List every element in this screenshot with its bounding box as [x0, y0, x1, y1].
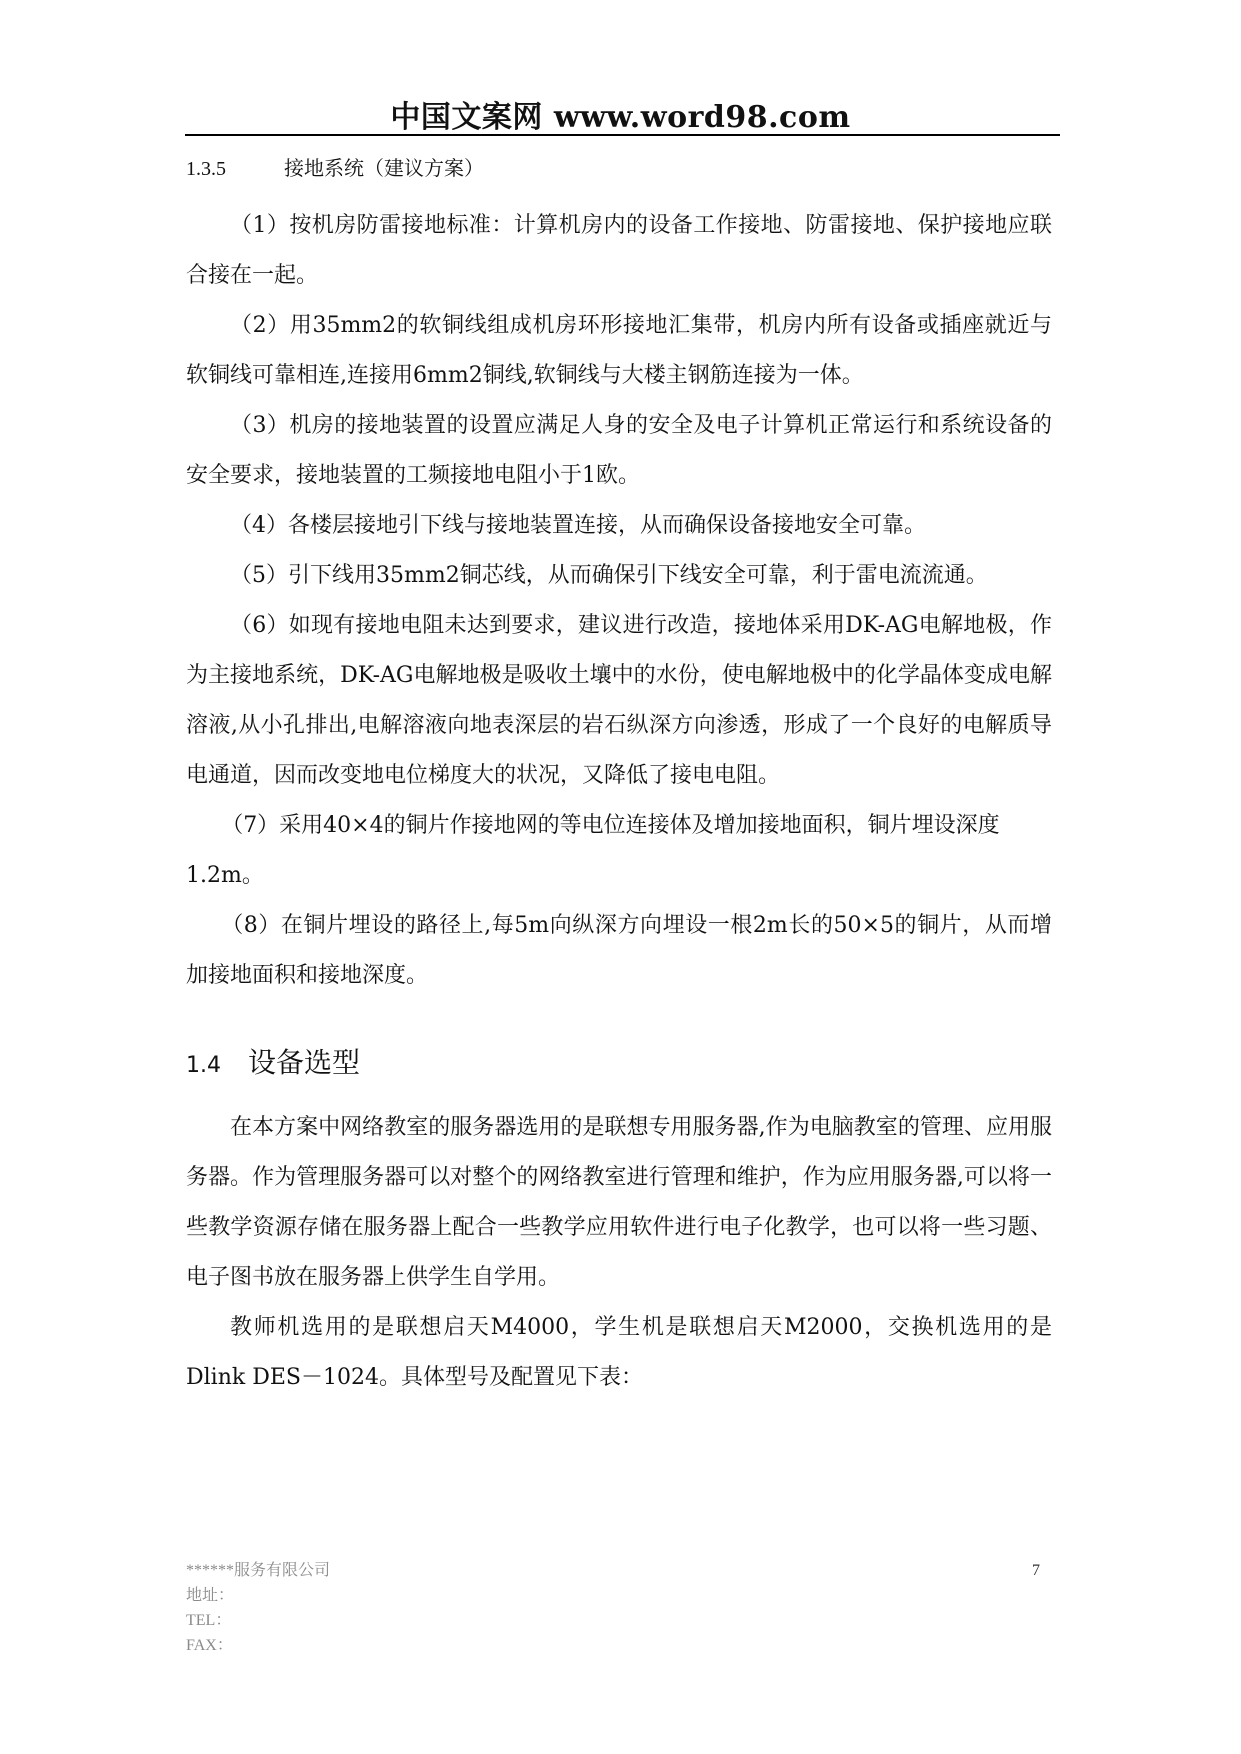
document-body [186, 148, 1052, 1403]
paragraph-6: （6）如现有接地电阻未达到要求，建议进行改造，接地体采用DK-AG电解地极，作为主接地系统，DK-AG电解地极是吸收土壤中的水份，使电解地极中的化学晶体变成电解溶液,从小孔排出,电解溶液向地表深层的岩石纵深方向渗透，形成了一个良好的电解质导电通道，因而改变地电位梯度大的状况，又降低了接电电阻。 [186, 613, 1052, 788]
section-heading-1-4 [186, 1041, 1052, 1081]
paragraph-14-2: 教师机选用的是联想启天M4000，学生机是联想启天M2000，交换机选用的是Dlink DES－1024。具体型号及配置见下表： [186, 1315, 1052, 1390]
paragraph-8: （8）在铜片埋设的路径上,每5m向纵深方向埋设一根2m长的50×5的铜片，从而增加接地面积和接地深度。 [186, 913, 1052, 988]
footer-address: 地址： [186, 1587, 235, 1604]
paragraph-3: （3）机房的接地装置的设置应满足人身的安全及电子计算机正常运行和系统设备的安全要求，接地装置的工频接地电阻小于1欧。 [186, 413, 1052, 488]
section-heading-1-3-5 [186, 152, 1052, 181]
page-number: 7 [1032, 1562, 1040, 1579]
section-number: 1.4 [186, 1053, 221, 1078]
footer-fax: FAX： [186, 1637, 233, 1654]
footer-company: ******服务有限公司 [186, 1562, 331, 1579]
paragraph-5: （5）引下线用35mm2铜芯线，从而确保引下线安全可靠，利于雷电流流通。 [230, 563, 988, 588]
paragraph-4: （4）各楼层接地引下线与接地装置连接，从而确保设备接地安全可靠。 [230, 513, 926, 538]
paragraph-2: （2）用35mm2的软铜线组成机房环形接地汇集带，机房内所有设备或插座就近与软铜线可靠相连,连接用6mm2铜线,软铜线与大楼主钢筋连接为一体。 [186, 313, 1052, 388]
footer-tel: TEL： [186, 1612, 232, 1629]
paragraph-7: （7）采用40×4的铜片作接地网的等电位连接体及增加接地面积，铜片埋设深度 [221, 813, 1000, 838]
section-title: 接地系统（建议方案） [284, 156, 484, 180]
paragraph-1: （1）按机房防雷接地标准：计算机房内的设备工作接地、防雷接地、保护接地应联合接在一起。 [186, 213, 1052, 288]
page-header-title: 中国文案网 www.word98.com [390, 100, 851, 135]
section-number: 1.3.5 [186, 158, 226, 180]
page-footer [186, 1558, 1052, 1658]
section-title: 设备选型 [248, 1046, 361, 1079]
paragraph-7-cont: 1.2m。 [186, 863, 264, 888]
header-divider [185, 134, 1060, 136]
paragraph-14-1: 在本方案中网络教室的服务器选用的是联想专用服务器,作为电脑教室的管理、应用服务器。作为管理服务器可以对整个的网络教室进行管理和维护，作为应用服务器,可以将一些教学资源存储在服务器上配合一些教学应用软件进行电子化教学，也可以将一些习题、电子图书放在服务器上供学生自学用。 [186, 1115, 1052, 1290]
